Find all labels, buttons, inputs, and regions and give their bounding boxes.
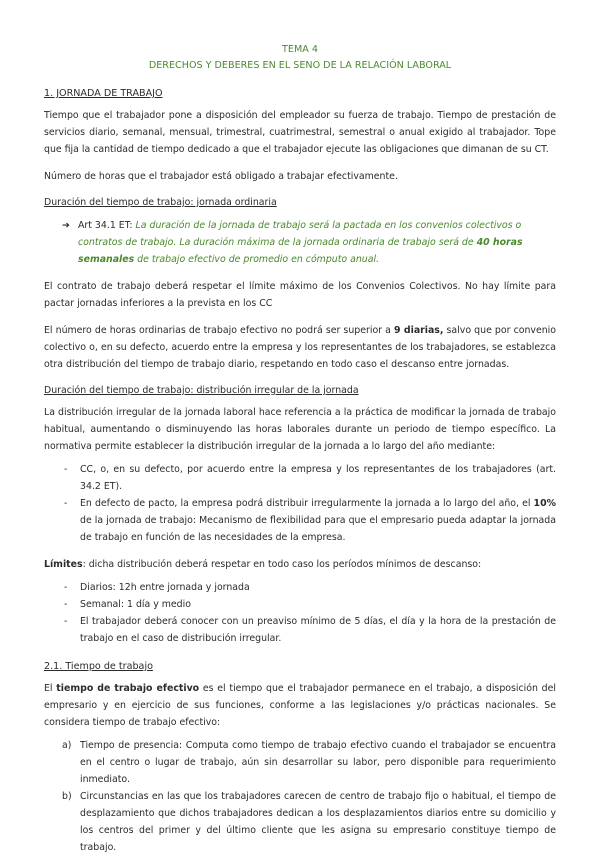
article-quote	[78, 220, 523, 265]
daily-hours-bold: 9 diarias,	[393, 325, 444, 336]
text-part: En defecto de pacto, la empresa podrá distribuir irregularmente la jornada a lo largo del año, el	[80, 498, 534, 509]
list-item-text: El trabajador deberá conocer con un preaviso mínimo de 5 días, el día y la hora de la prestación de trabajo en el caso de distribución irregular.	[80, 616, 556, 644]
dash-marker: -	[64, 616, 68, 627]
list-item-text: Diarios: 12h entre jornada y jornada	[80, 582, 250, 593]
paragraph-contract-limit: El contrato de trabajo deberá respetar el límite máximo de los Convenios Colectivos. No hay límite para pactar jornadas inferiores a la prevista en los CC	[44, 281, 556, 309]
list-item	[44, 737, 556, 788]
dash-marker: -	[64, 582, 68, 593]
irregular-methods-list	[44, 461, 556, 546]
subheading-irregular-distribution: Duración del tiempo de trabajo: distribución irregular de la jornada	[44, 385, 359, 396]
article-34-1-text	[78, 217, 556, 268]
text-part: es el tiempo que el trabajador permanece en el trabajo, a disposición del empresario y en ejercicio de sus funciones, conforme a las legislaciones y/o prácticas nacionales. Se considera tiempo de trabajo efectivo:	[44, 683, 556, 728]
arrow-icon: ➔	[62, 220, 70, 231]
text-bold: tiempo de trabajo efectivo	[56, 683, 200, 694]
paragraph-daily-hours	[44, 322, 556, 373]
paragraph-hours: Número de horas que el trabajador está obligado a trabajar efectivamente.	[44, 171, 398, 182]
article-ref: Art 34.1 ET:	[78, 220, 136, 231]
letter-marker: a)	[62, 740, 72, 751]
article-34-1-item	[44, 217, 556, 268]
title-line-1: TEMA 4	[282, 44, 318, 55]
list-item-text: Semanal: 1 día y medio	[80, 599, 191, 610]
list-item	[44, 461, 556, 495]
text-part: El	[44, 683, 57, 694]
list-item-text: Circunstancias en las que los trabajadores carecen de centro de trabajo fijo o habitual, el tiempo de desplazamiento que dichos trabajadores dedican a los desplazamientos diarios entre su domicilio y los centros del primer y del último cliente que les asigna su empresario constituye tiempo de trabajo.	[80, 791, 556, 853]
list-item	[44, 596, 556, 613]
limits-label: Límites	[44, 559, 83, 570]
paragraph-limits	[44, 556, 556, 573]
effective-time-list	[44, 737, 556, 856]
daily-hours-part-1: El número de horas ordinarias de trabajo efectivo no podrá ser superior a	[44, 325, 394, 336]
article-quote-bold: 40 horas semanales	[78, 237, 523, 265]
limits-text: : dicha distribución deberá respetar en todo caso los períodos mínimos de descanso:	[82, 559, 482, 570]
document-title	[44, 42, 556, 73]
paragraph-effective-time	[44, 680, 556, 731]
subheading-ordinary-day: Duración del tiempo de trabajo: jornada ordinaria	[44, 197, 277, 208]
list-item	[44, 788, 556, 856]
list-item	[44, 579, 556, 596]
paragraph-irregular-distribution: La distribución irregular de la jornada laboral hace referencia a la práctica de modificar la jornada de trabajo habitual, aumentando o disminuyendo las horas laborales durante un periodo de tiempo específico. La normativa permite establecer la distribución irregular de la jornada a lo largo del año mediante:	[44, 407, 556, 452]
list-item-text: Tiempo de presencia: Computa como tiempo de trabajo efectivo cuando el trabajador se encuentra en el centro o lugar de trabajo, aún sin desarrollar su labor, pero disponible para requerimiento inmediato.	[80, 740, 556, 785]
dash-marker: -	[64, 464, 68, 475]
list-item	[44, 495, 556, 546]
section-2-1-heading: 2.1. Tiempo de trabajo	[44, 661, 153, 672]
dash-marker: -	[64, 599, 68, 610]
list-item-text	[80, 495, 556, 546]
list-item-text: CC, o, en su defecto, por acuerdo entre la empresa y los representantes de los trabajadores (art. 34.2 ET).	[80, 464, 556, 492]
paragraph-definition: Tiempo que el trabajador pone a disposición del empleador su fuerza de trabajo. Tiempo de prestación de servicios diario, semanal, mensual, trimestral, cuatrimestral, semestral o anual exigido al trabajador. Tope que fija la cantidad de tiempo dedicado a que el trabajador ejecute las obligaciones que dimanan de su CT.	[44, 110, 556, 155]
rest-periods-list	[44, 579, 556, 647]
article-quote-part-2: de trabajo efectivo de promedio en cómputo anual.	[134, 254, 380, 265]
title-line-2: DERECHOS Y DEBERES EN EL SENO DE LA RELACIÓN LABORAL	[148, 60, 452, 71]
text-part: de la jornada de trabajo: Mecanismo de flexibilidad para que el empresario pueda adaptar la jornada de trabajo en función de las necesidades de la empresa.	[80, 515, 556, 543]
daily-hours-part-2: salvo que por convenio colectivo o, en su defecto, acuerdo entre la empresa y los representantes de los trabajadores, se establezca otra distribución del tiempo de trabajo diario, respetando en todo caso el descanso entre jornadas.	[44, 325, 557, 370]
section-1-heading: 1. JORNADA DE TRABAJO	[44, 88, 163, 99]
list-item	[44, 613, 556, 647]
text-bold: 10%	[533, 498, 556, 509]
letter-marker: b)	[62, 791, 72, 802]
dash-marker: -	[64, 498, 68, 509]
article-quote-part-1: La duración de la jornada de trabajo será la pactada en los convenios colectivos o contratos de trabajo. La duración máxima de la jornada ordinaria de trabajo será de	[78, 220, 522, 248]
